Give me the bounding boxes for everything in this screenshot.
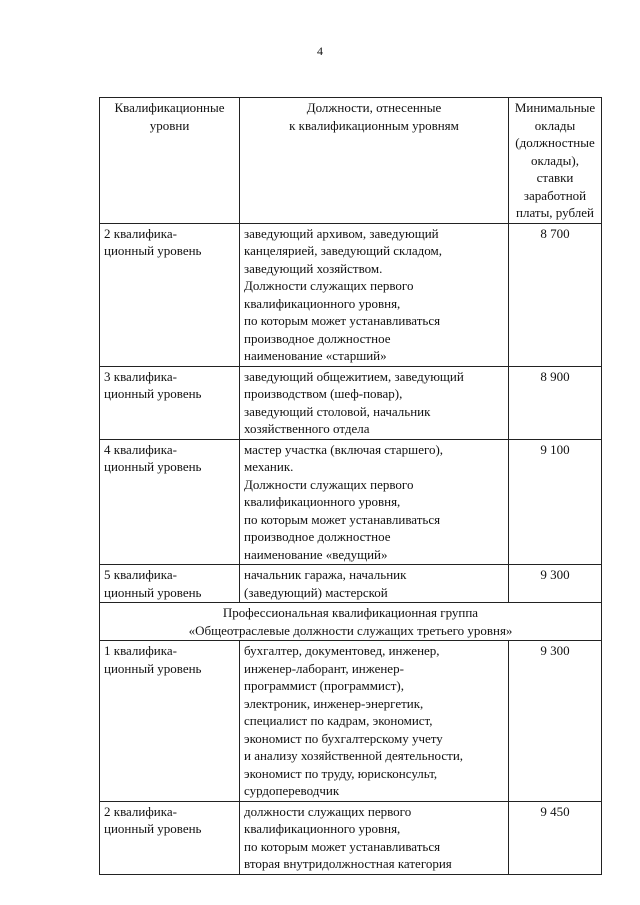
row-level: 4 квалифика- ционный уровень xyxy=(100,439,240,565)
row-level: 5 квалифика- ционный уровень xyxy=(100,565,240,603)
table-row xyxy=(100,801,602,874)
table-row xyxy=(100,565,602,603)
row-salary: 9 300 xyxy=(509,565,602,603)
row-positions: мастер участка (включая старшего), механик. Должности служащих первого квалификационного уровня, по которым может устанавливаться производное должностное наименование «ведущий» xyxy=(240,439,509,565)
row-salary: 9 100 xyxy=(509,439,602,565)
row-salary: 9 450 xyxy=(509,801,602,874)
table-row xyxy=(100,223,602,366)
row-salary: 9 300 xyxy=(509,641,602,802)
row-level: 1 квалифика- ционный уровень xyxy=(100,641,240,802)
row-salary: 8 700 xyxy=(509,223,602,366)
group-heading-row xyxy=(100,603,602,641)
row-level: 3 квалифика- ционный уровень xyxy=(100,366,240,439)
row-positions: начальник гаража, начальник (заведующий) мастерской xyxy=(240,565,509,603)
header-positions: Должности, отнесенные к квалификационным уровням xyxy=(240,98,509,224)
row-positions: заведующий архивом, заведующий канцелярией, заведующий складом, заведующий хозяйством. Должности служащих первого квалификационного уровня, по которым может устанавливаться производное должностное наименование «старший» xyxy=(240,223,509,366)
row-level: 2 квалифика- ционный уровень xyxy=(100,801,240,874)
row-positions: бухгалтер, документовед, инженер, инженер-лаборант, инженер- программист (программист), электроник, инженер-энергетик, специалист по кадрам, экономист, экономист по бухгалтерскому учету и анализу хозяйственной деятельности, экономист по труду, юрисконсульт, сурдопереводчик xyxy=(240,641,509,802)
table-row xyxy=(100,641,602,802)
page-number: 4 xyxy=(317,44,323,58)
group-heading: Профессиональная квалификационная группа «Общеотраслевые должности служащих третьего уровня» xyxy=(100,603,602,641)
table-row xyxy=(100,366,602,439)
row-positions: должности служащих первого квалификационного уровня, по которым может устанавливаться вторая внутридолжностная категория xyxy=(240,801,509,874)
row-level: 2 квалифика- ционный уровень xyxy=(100,223,240,366)
header-salary: Минимальные оклады (должностные оклады), ставки заработной платы, рублей xyxy=(509,98,602,224)
salary-table xyxy=(99,97,602,875)
table-header-row xyxy=(100,98,602,224)
table-row xyxy=(100,439,602,565)
header-level: Квалификационные уровни xyxy=(100,98,240,224)
row-salary: 8 900 xyxy=(509,366,602,439)
row-positions: заведующий общежитием, заведующий производством (шеф-повар), заведующий столовой, начальник хозяйственного отдела xyxy=(240,366,509,439)
